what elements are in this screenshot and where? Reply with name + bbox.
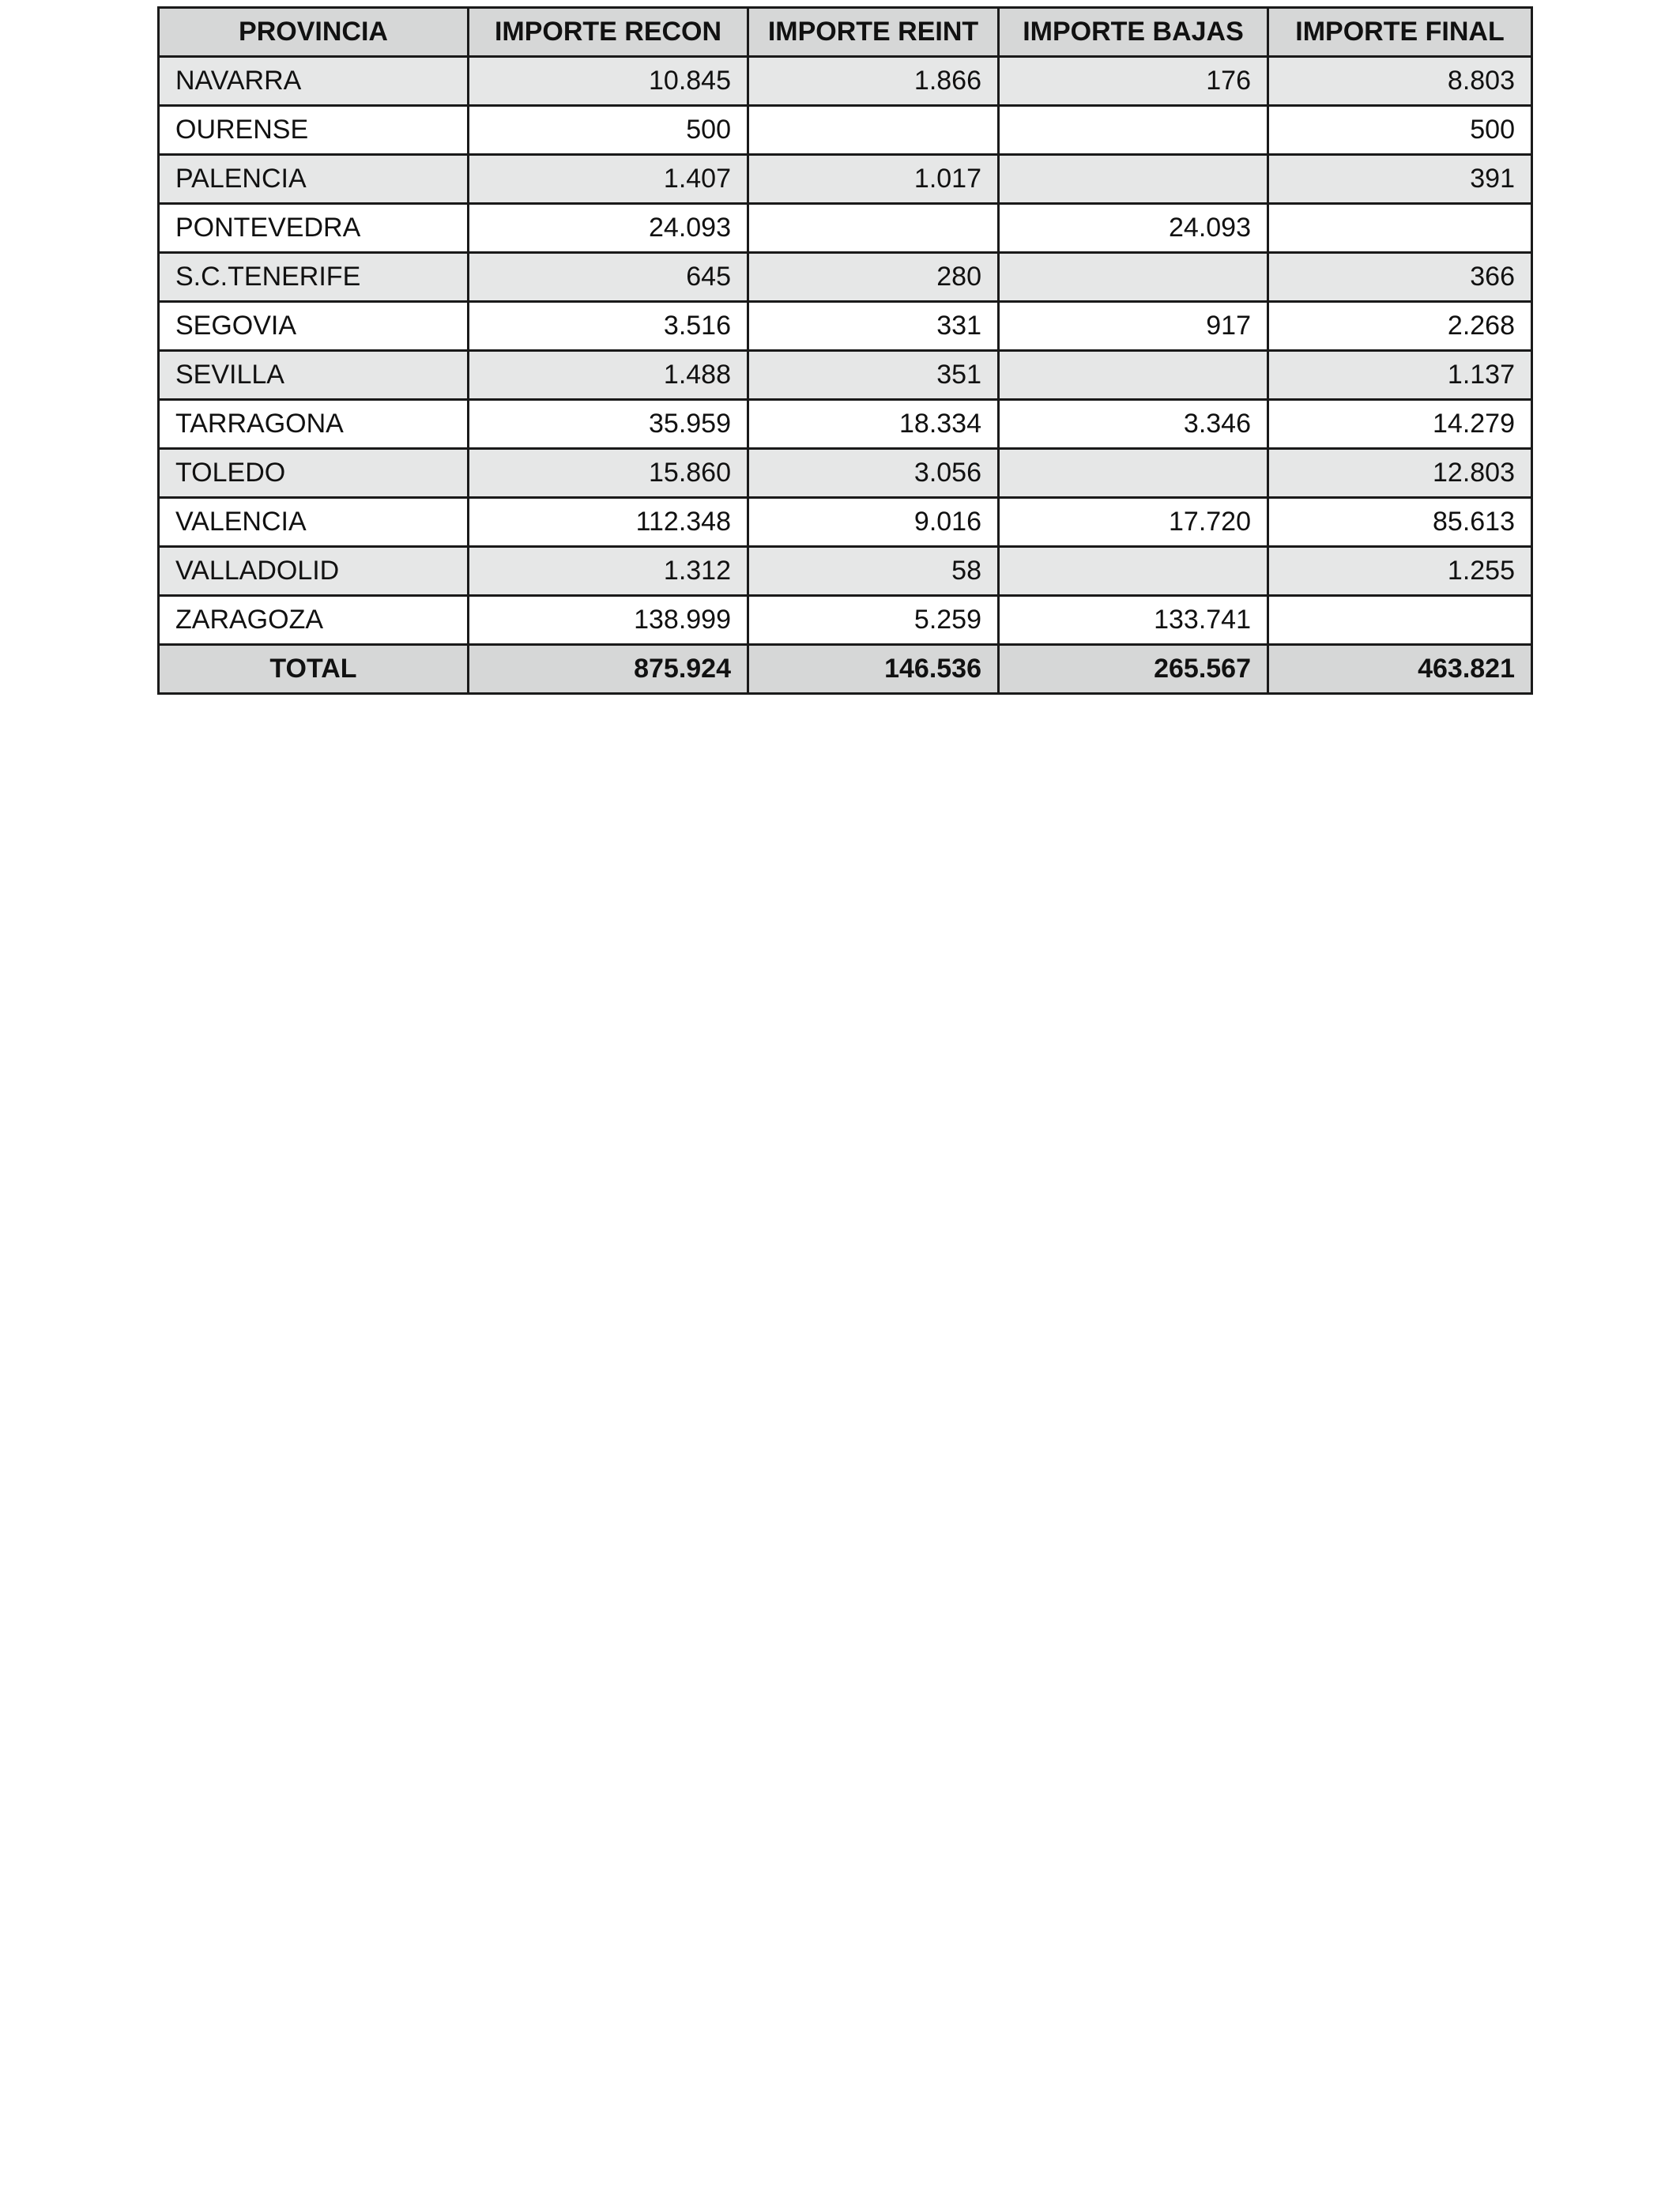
cell-importe-bajas: 917 [999,302,1268,351]
cell-importe-final: 391 [1268,155,1532,204]
cell-importe-reint: 5.259 [748,596,999,645]
cell-importe-recon: 10.845 [469,57,748,106]
cell-provincia: SEGOVIA [159,302,469,351]
cell-importe-final: 1.137 [1268,351,1532,400]
cell-importe-recon: 3.516 [469,302,748,351]
cell-provincia: TOLEDO [159,449,469,498]
header-provincia: PROVINCIA [159,8,469,57]
cell-provincia: NAVARRA [159,57,469,106]
cell-importe-recon: 1.407 [469,155,748,204]
cell-importe-final: 1.255 [1268,547,1532,596]
total-importe-reint: 146.536 [748,645,999,694]
table-row [159,302,1532,351]
cell-importe-bajas [999,351,1268,400]
cell-importe-bajas: 17.720 [999,498,1268,547]
cell-importe-bajas: 3.346 [999,400,1268,449]
cell-importe-reint: 1.017 [748,155,999,204]
table-row [159,57,1532,106]
header-importe-bajas: IMPORTE BAJAS [999,8,1268,57]
cell-importe-reint: 9.016 [748,498,999,547]
cell-importe-recon: 645 [469,253,748,302]
cell-provincia: VALENCIA [159,498,469,547]
table-row [159,449,1532,498]
table-row [159,253,1532,302]
total-importe-recon: 875.924 [469,645,748,694]
cell-importe-bajas [999,253,1268,302]
cell-importe-final: 85.613 [1268,498,1532,547]
cell-importe-final: 366 [1268,253,1532,302]
cell-provincia: OURENSE [159,106,469,155]
provincia-importes-table [157,6,1533,695]
cell-importe-recon: 1.488 [469,351,748,400]
table-body [159,57,1532,645]
cell-importe-recon: 500 [469,106,748,155]
cell-importe-recon: 35.959 [469,400,748,449]
cell-importe-reint: 1.866 [748,57,999,106]
cell-provincia: ZARAGOZA [159,596,469,645]
cell-importe-reint [748,106,999,155]
cell-importe-recon: 112.348 [469,498,748,547]
cell-importe-recon: 1.312 [469,547,748,596]
cell-provincia: PONTEVEDRA [159,204,469,253]
cell-importe-bajas [999,155,1268,204]
table-row [159,204,1532,253]
cell-provincia: S.C.TENERIFE [159,253,469,302]
cell-importe-bajas [999,106,1268,155]
cell-provincia: TARRAGONA [159,400,469,449]
total-row [159,645,1532,694]
cell-importe-reint: 351 [748,351,999,400]
table-header [159,8,1532,57]
total-importe-bajas: 265.567 [999,645,1268,694]
cell-importe-final: 14.279 [1268,400,1532,449]
cell-importe-reint: 58 [748,547,999,596]
cell-importe-final: 12.803 [1268,449,1532,498]
cell-importe-reint [748,204,999,253]
table-row [159,547,1532,596]
table-row [159,106,1532,155]
header-importe-final: IMPORTE FINAL [1268,8,1532,57]
cell-importe-final: 500 [1268,106,1532,155]
total-importe-final: 463.821 [1268,645,1532,694]
header-importe-recon: IMPORTE RECON [469,8,748,57]
cell-importe-final: 2.268 [1268,302,1532,351]
table-row [159,400,1532,449]
cell-importe-reint: 280 [748,253,999,302]
cell-importe-final: 8.803 [1268,57,1532,106]
total-label: TOTAL [159,645,469,694]
cell-importe-bajas [999,547,1268,596]
cell-importe-recon: 24.093 [469,204,748,253]
cell-importe-final [1268,204,1532,253]
cell-importe-recon: 15.860 [469,449,748,498]
cell-provincia: SEVILLA [159,351,469,400]
cell-importe-reint: 3.056 [748,449,999,498]
table-footer [159,645,1532,694]
cell-importe-bajas: 24.093 [999,204,1268,253]
table-row [159,498,1532,547]
table-row [159,596,1532,645]
cell-importe-bajas: 133.741 [999,596,1268,645]
cell-importe-reint: 331 [748,302,999,351]
table-row [159,155,1532,204]
cell-importe-reint: 18.334 [748,400,999,449]
cell-provincia: PALENCIA [159,155,469,204]
cell-importe-bajas: 176 [999,57,1268,106]
cell-importe-bajas [999,449,1268,498]
cell-importe-recon: 138.999 [469,596,748,645]
header-row [159,8,1532,57]
table-row [159,351,1532,400]
cell-provincia: VALLADOLID [159,547,469,596]
cell-importe-final [1268,596,1532,645]
header-importe-reint: IMPORTE REINT [748,8,999,57]
